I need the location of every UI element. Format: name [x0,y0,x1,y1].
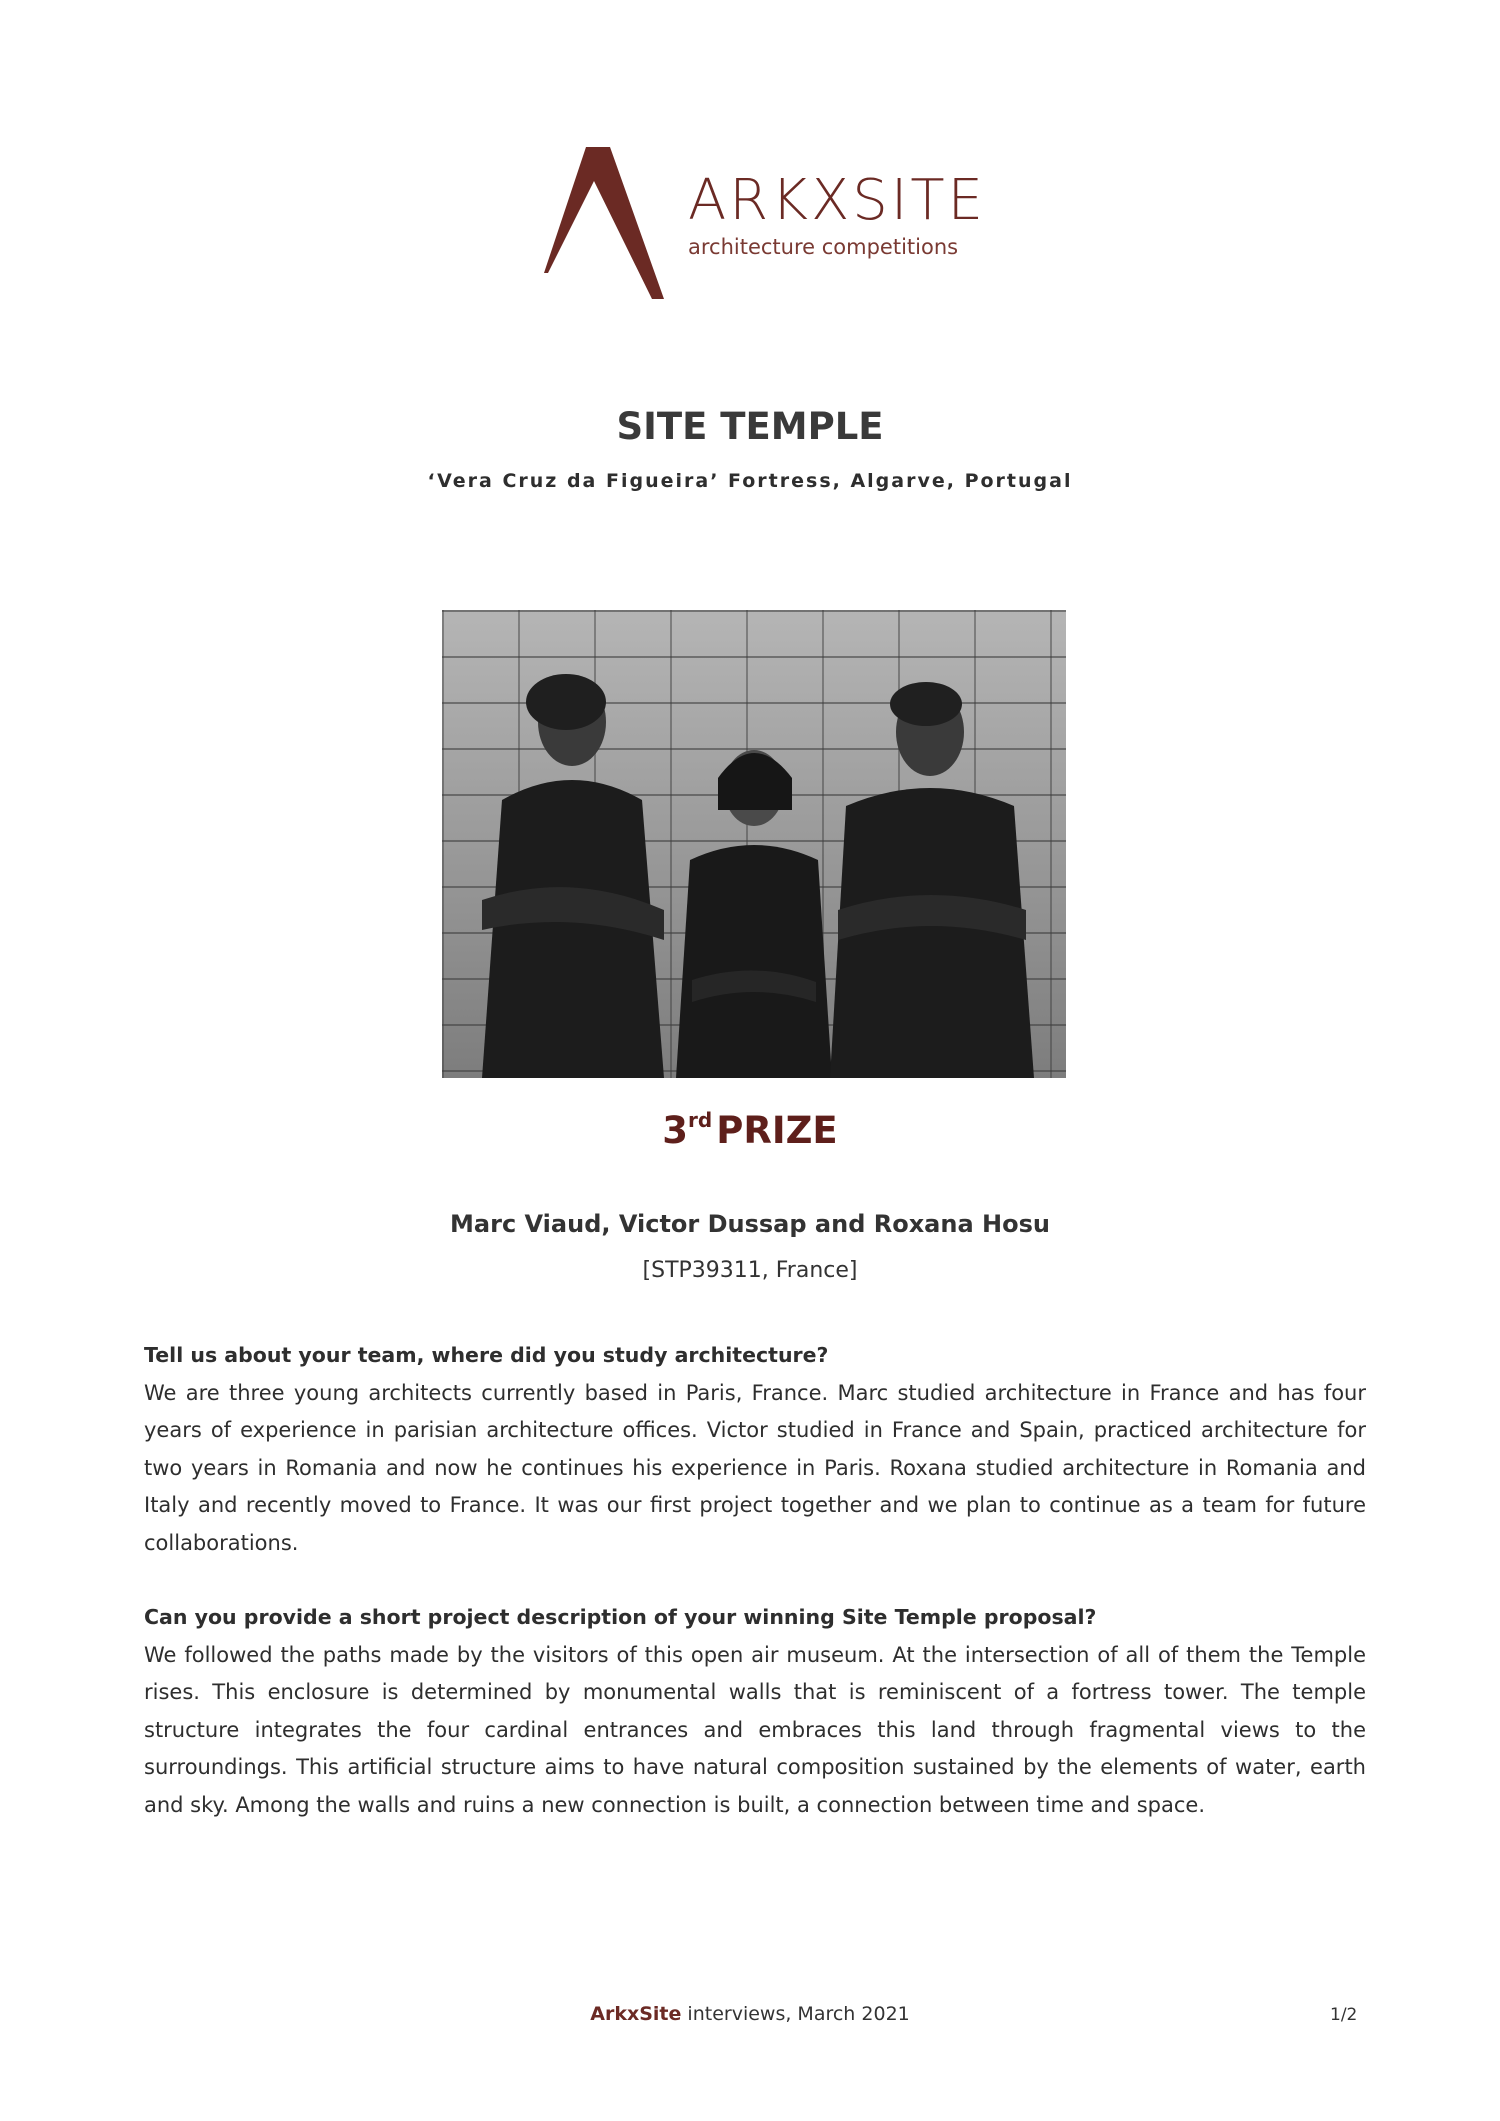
prize-number: 3 [662,1109,689,1152]
prize-heading [0,1108,1500,1152]
arkxsite-logo [540,145,990,305]
prize-suffix: rd [688,1108,713,1132]
logo-name: ARKXSITE [688,168,986,233]
qa-block [144,1599,1366,1824]
team-code: [STP39311, France] [642,1258,858,1283]
team-silhouette-icon [442,610,1066,1078]
qa-question: Can you provide a short project description of your winning Site Temple proposal? [144,1605,1097,1629]
page-title: SITE TEMPLE [616,405,884,448]
qa-answer: We followed the paths made by the visitors of this open air museum. At the intersection of all of them the Temple rises. This enclosure is determined by monumental walls that is reminiscent of a fortress tower. The temple structure integrates the four cardinal entrances and embraces this land through fragmental views to the surroundings. This artificial structure aims to have natural composition sustained by the elements of water, earth and sky. Among the walls and ruins a new connection is built, a connection between time and space. [144,1642,1366,1817]
team-photo [442,610,1066,1078]
page-footer [0,2005,1500,2024]
qa-answer: We are three young architects currently based in Paris, France. Marc studied architecture in France and has four years of experience in parisian architecture offices. Victor studied in France and Spain, practiced architecture for two years in Romania and now he continues his experience in Paris. Roxana studied architecture in Romania and Italy and recently moved to France. It was our first project together and we plan to continue as a team for future collaborations. [144,1380,1366,1555]
footer-brand: ArkxSite [590,2003,682,2025]
qa-question: Tell us about your team, where did you study architecture? [144,1343,829,1367]
arkxsite-a-mark-icon [540,145,670,305]
page-number: 1/2 [1330,2005,1358,2025]
qa-block [144,1337,1366,1562]
page-subtitle: ‘Vera Cruz da Figueira’ Fortress, Algarve, Portugal [427,470,1073,492]
logo-tagline: architecture competitions [688,235,959,259]
prize-label: PRIZE [716,1109,838,1152]
team-authors: Marc Viaud, Victor Dussap and Roxana Hosu [450,1210,1050,1238]
footer-text: interviews, March 2021 [681,2003,910,2025]
